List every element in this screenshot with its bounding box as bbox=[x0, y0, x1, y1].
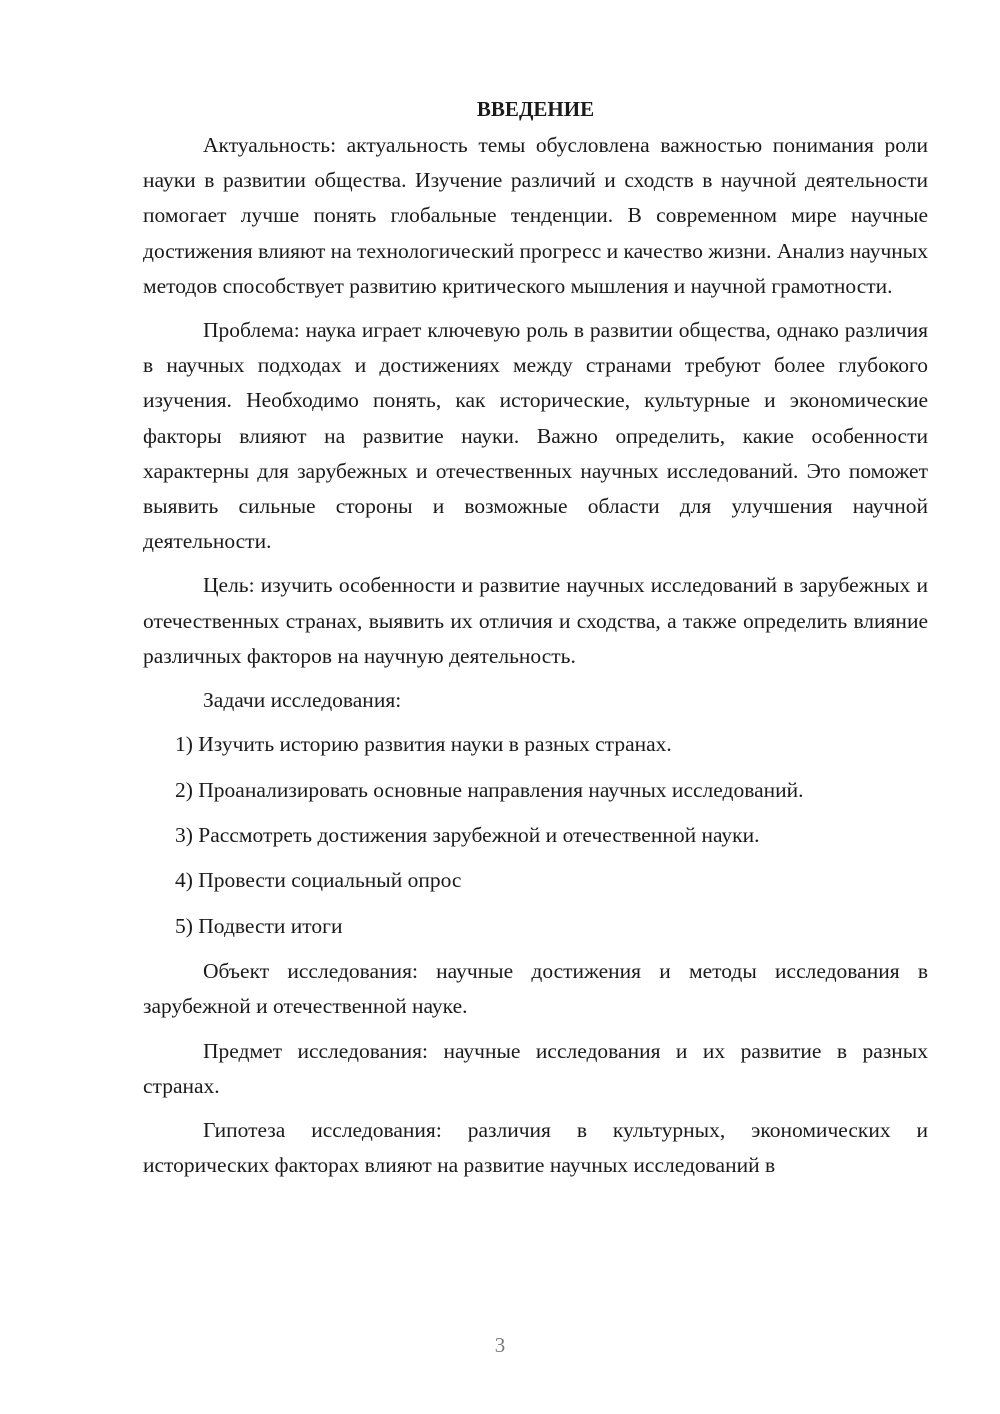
paragraph-object: Объект исследования: научные достижения и методы исследования в зарубежной и отечественной науке. bbox=[143, 959, 928, 1019]
paragraph-relevance: Актуальность: актуальность темы обусловлена важностью понимания роли науки в развитии общества. Изучение различий и сходств в научной деятельности помогает лучше понять глобальные тенденции. В современном мире научные достижения влияют на технологический прогресс и качество жизни. Анализ научных методов способствует развитию критического мышления и научной грамотности. bbox=[143, 133, 928, 298]
task-item-3: 3) Рассмотреть достижения зарубежной и отечественной науки. bbox=[175, 823, 760, 848]
paragraph-problem: Проблема: наука играет ключевую роль в развитии общества, однако различия в научных подходах и достижениях между странами требуют более глубокого изучения. Необходимо понять, как исторические, культурные и экономические факторы влияют на развитие науки. Важно определить, какие особенности характерны для зарубежных и отечественных научных исследований. Это поможет выявить сильные стороны и возможные области для улучшения научной деятельности. bbox=[143, 318, 928, 554]
paragraph-hypothesis: Гипотеза исследования: различия в культурных, экономических и исторических факторах влияют на развитие научных исследований в bbox=[143, 1118, 928, 1178]
tasks-list bbox=[143, 727, 928, 944]
paragraph-subject: Предмет исследования: научные исследования и их развитие в разных странах. bbox=[143, 1038, 928, 1098]
task-item-5: 5) Подвести итоги bbox=[175, 913, 343, 938]
paragraph-goal: Цель: изучить особенности и развитие научных исследований в зарубежных и отечественных странах, выявить их отличия и сходства, а также определить влияние различных факторов на научную деятельность. bbox=[143, 573, 928, 668]
task-item-1: 1) Изучить историю развития науки в разных странах. bbox=[175, 732, 672, 757]
paragraph-tasks-intro: Задачи исследования: bbox=[203, 688, 402, 713]
task-item-2: 2) Проанализировать основные направления научных исследований. bbox=[175, 777, 804, 802]
page-number: 3 bbox=[494, 1333, 506, 1357]
task-item-4: 4) Провести социальный опрос bbox=[175, 868, 462, 893]
document-page bbox=[143, 94, 928, 1192]
document-heading: ВВЕДЕНИЕ bbox=[476, 97, 595, 121]
